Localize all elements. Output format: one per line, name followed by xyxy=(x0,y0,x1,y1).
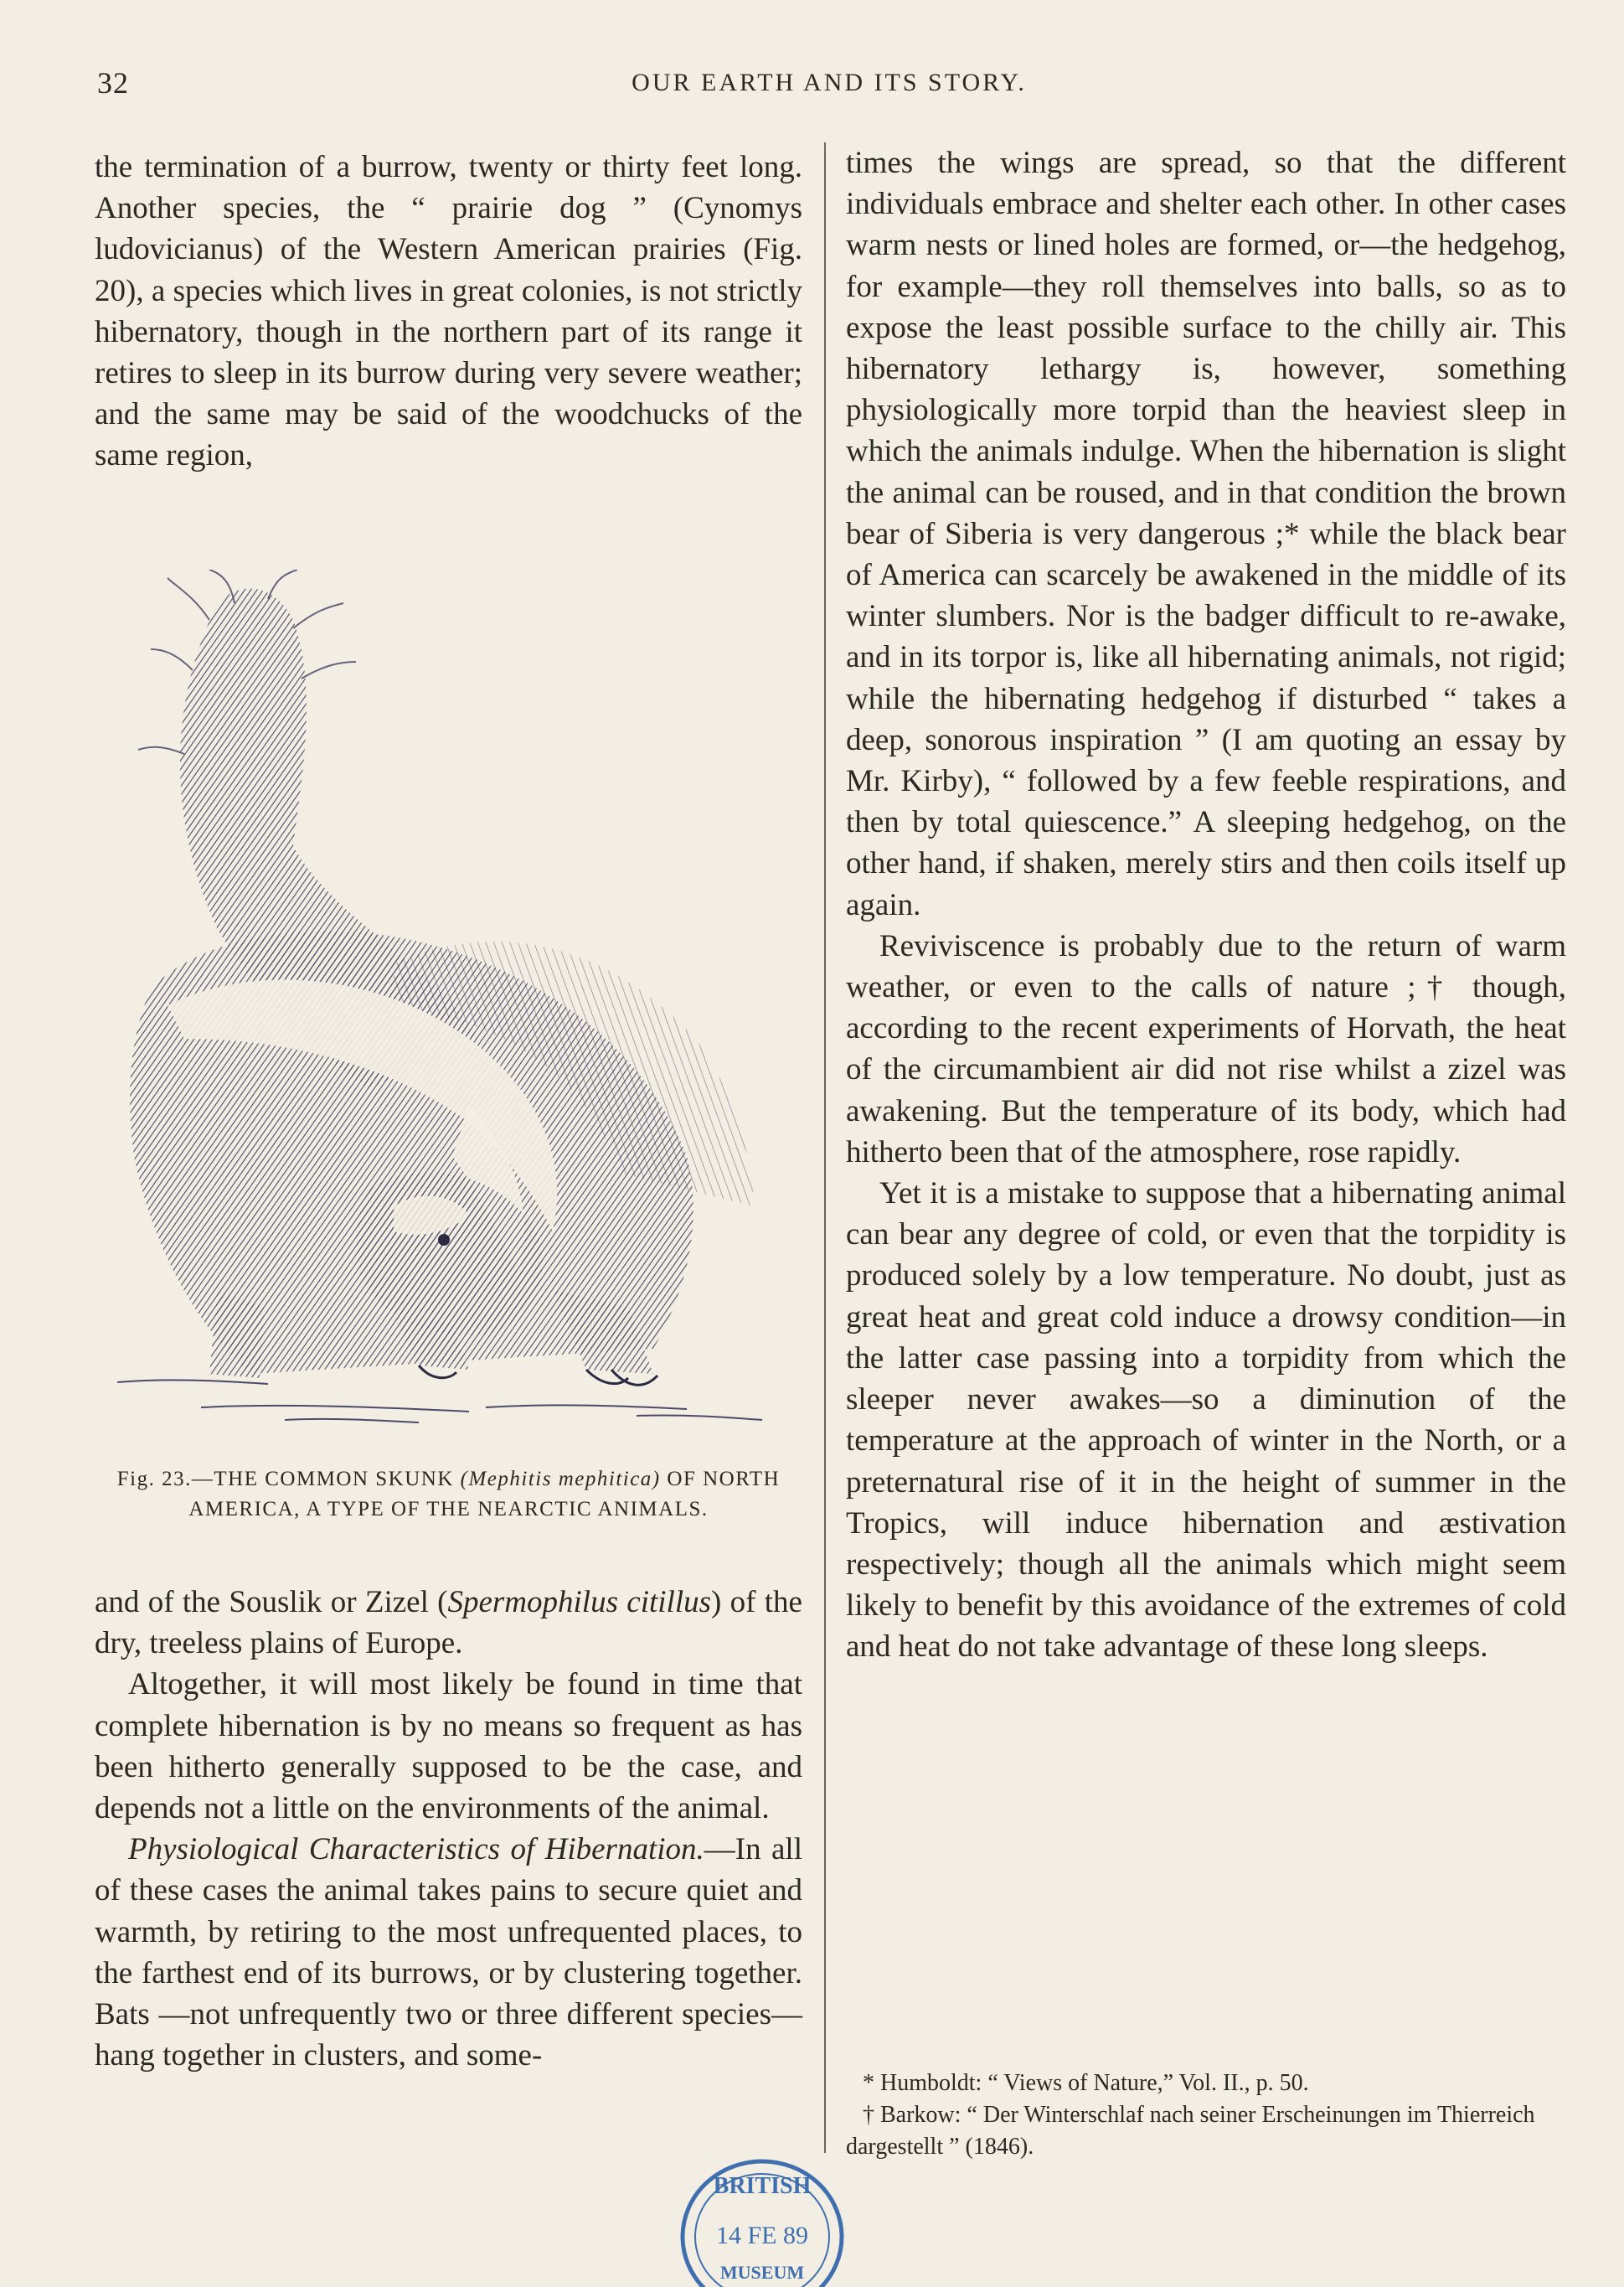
column-divider xyxy=(824,142,826,2153)
section-heading-physiological: Physiological Characteristics of Hibernation. xyxy=(128,1832,704,1867)
souslik-text-start: and of the Souslik or Zizel ( xyxy=(95,1585,448,1619)
paragraph-reviviscence: Reviviscence is probably due to the return of warm weather, or even to the calls of nature ;† though, according to the recent experiments of Horvath, the heat of the circumambient air did not rise whilst a zizel was awakening. But the temperature of its body, which had hitherto been that of the atmosphere, rose rapidly. xyxy=(846,928,1566,1169)
left-column-top xyxy=(95,147,802,477)
caption-title: THE COMMON SKUNK xyxy=(214,1468,454,1490)
souslik-text-end: ) of the dry, treeless plains of Europe. xyxy=(95,1585,802,1661)
paragraph-altogether: Altogether, it will most likely be found in time that complete hibernation is by no means so frequent as has been hitherto generally supposed to be the case, and depends not a little on the environments of the animal. xyxy=(95,1667,802,1826)
left-column-bottom xyxy=(95,1582,802,2076)
footnote-humboldt: * Humboldt: “ Views of Nature,” Vol. II., p. 50. xyxy=(863,2070,1309,2096)
figure-caption xyxy=(95,1464,802,1525)
stamp-text-top: BRITISH xyxy=(713,2173,812,2199)
stamp-date: 14 FE 89 xyxy=(715,2222,809,2249)
footnote-barkow: † Barkow: “ Der Winterschlaf nach seiner Erscheinungen im Thierreich dargestellt ” (1846). xyxy=(846,2102,1535,2160)
caption-species: (Mephitis mephitica) xyxy=(460,1468,661,1490)
library-stamp xyxy=(670,2145,854,2287)
page-number: 32 xyxy=(97,66,129,100)
caption-prefix: Fig. 23.— xyxy=(116,1468,214,1490)
caption-description: OF NORTH AMERICA, A TYPE OF THE NEARCTIC ANIMALS. xyxy=(188,1468,781,1520)
paragraph-souslik xyxy=(95,1582,802,1664)
paragraph-mistake: Yet it is a mistake to suppose that a hibernating animal can bear any degree of cold, or even that the torpidity is produced solely by a low temperature. No doubt, just as great heat and great cold induce a drowsy condition—in the latter case passing into a torpidity from which the sleeper never awakes—so a diminution of the temperature at the approach of winter in the North, or a preternatural rise of it in the height of summer in the Tropics, will induce hibernation and æstivation respectively; though all the animals which might seem likely to benefit by this avoidance of the extremes of cold and heat do not take advantage of these long sleeps. xyxy=(846,1176,1566,1665)
figure-skunk xyxy=(117,570,779,1449)
souslik-species: Spermophilus citillus xyxy=(447,1585,712,1619)
right-column xyxy=(846,142,1566,1668)
paragraph-physiological xyxy=(95,1829,802,2076)
footnotes xyxy=(846,2068,1566,2163)
stamp-text-bottom: MUSEUM xyxy=(719,2262,805,2283)
paragraph-wings: times the wings are spread, so that the different individuals embrace and shelter each other. In other cases warm nests or lined holes are formed, or—the hedgehog, for example—they roll themselves into balls, so as to expose the least possible surface to the chilly air. This hibernatory lethargy is, however, something physiologically more torpid than the heaviest sleep in which the animals indulge. When the hibernation is slight the animal can be roused, and in that condition the brown bear of Siberia is very dangerous ;* while the black bear of America can scarcely be awakened in the middle of its winter slumbers. Nor is the badger difficult to re-awake, and in its torpor is, like all hibernating animals, not rigid; while the hibernating hedgehog if disturbed “ takes a deep, sonorous inspiration ” (I am quoting an essay by Mr. Kirby), “ followed by a few feeble respirations, and then by total quiescence.” A sleeping hedgehog, on the other hand, if shaken, merely stirs and then coils itself up again. xyxy=(846,146,1566,922)
skunk-illustration xyxy=(117,570,779,1449)
running-title: OUR EARTH AND ITS STORY. xyxy=(632,69,1027,96)
paragraph-burrow: the termination of a burrow, twenty or thirty feet long. Another species, the “ prairie dog ” (Cynomys ludovicianus) of the Western American prairies (Fig. 20), a species which lives in great colonies, is not strictly hibernatory, though in the northern part of its range it retires to sleep in its burrow during very severe weather; and the same may be said of the woodchucks of the same region, xyxy=(95,150,802,473)
british-museum-stamp xyxy=(670,2145,854,2287)
physiological-body: —In all of these cases the animal takes pains to secure quiet and warmth, by retiring to the most unfrequented places, to the farthest end of its burrows, or by clustering together. Bats —not unfrequently two or three different species—hang together in clusters, and some- xyxy=(95,1832,802,2073)
